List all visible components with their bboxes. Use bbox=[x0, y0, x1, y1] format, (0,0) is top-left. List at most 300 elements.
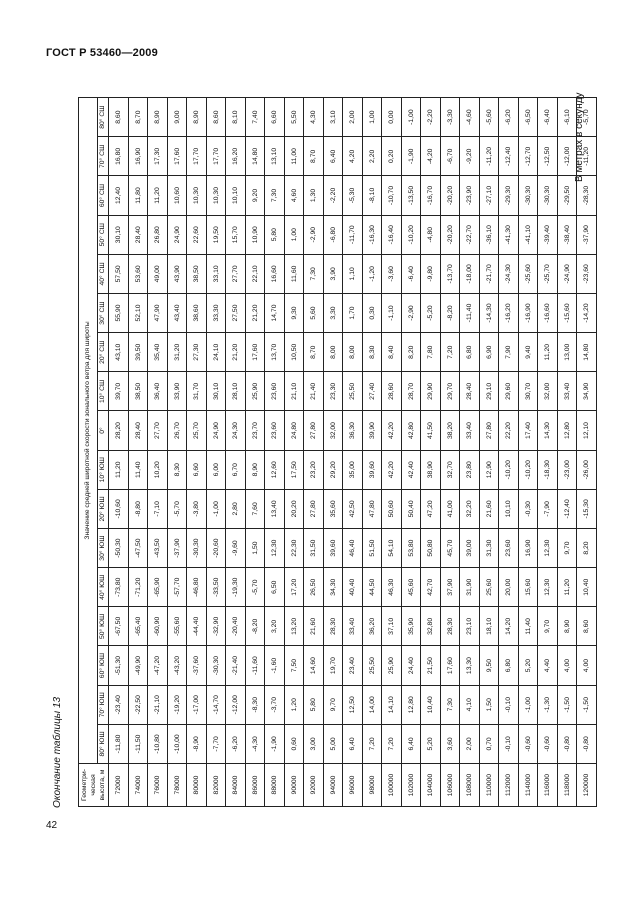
table-cell: 7,40 bbox=[245, 98, 265, 137]
table-cell: 32,00 bbox=[323, 411, 343, 450]
column-header: 50° ЮШ bbox=[98, 607, 109, 646]
table-cell: 24,80 bbox=[284, 411, 304, 450]
table-cell: 6,80 bbox=[460, 333, 480, 372]
column-header: 60° СШ bbox=[98, 176, 109, 215]
table-cell: -11,50 bbox=[128, 724, 148, 763]
table-cell: -8,20 bbox=[245, 607, 265, 646]
table-cell: 32,00 bbox=[538, 372, 558, 411]
table-cell: -21,40 bbox=[226, 646, 246, 685]
table-cell: -11,70 bbox=[343, 215, 363, 254]
table-cell: -30,30 bbox=[518, 176, 538, 215]
table-cell: -16,20 bbox=[499, 293, 519, 332]
table-cell: 28,40 bbox=[128, 411, 148, 450]
table-cell: -1,00 bbox=[401, 98, 421, 137]
table-cell: 25,70 bbox=[187, 411, 207, 450]
table-cell: -6,50 bbox=[518, 98, 538, 137]
table-cell: 34,90 bbox=[577, 372, 597, 411]
table-cell: 18,10 bbox=[479, 607, 499, 646]
table-cell: -36,10 bbox=[479, 215, 499, 254]
table-cell: -2,90 bbox=[401, 293, 421, 332]
table-cell: -23,90 bbox=[460, 176, 480, 215]
table-cell: 7,20 bbox=[362, 724, 382, 763]
column-header: 70° СШ bbox=[98, 137, 109, 176]
column-header-row bbox=[98, 98, 109, 807]
table-cell: 23,70 bbox=[245, 411, 265, 450]
table-cell: 2,00 bbox=[343, 98, 363, 137]
table-cell: 16,90 bbox=[518, 528, 538, 567]
table-row bbox=[499, 98, 519, 807]
table-cell: 33,40 bbox=[557, 372, 577, 411]
table-cell: 57,50 bbox=[109, 254, 129, 293]
table-cell: -1,00 bbox=[206, 489, 226, 528]
table-row bbox=[265, 98, 285, 807]
table-cell: -30,30 bbox=[206, 646, 226, 685]
table-cell: -9,20 bbox=[460, 137, 480, 176]
height-cell: 102000 bbox=[401, 764, 421, 807]
height-cell: 106000 bbox=[440, 764, 460, 807]
table-cell: -16,60 bbox=[538, 293, 558, 332]
table-cell: 14,10 bbox=[382, 685, 402, 724]
table-cell: -5,30 bbox=[343, 176, 363, 215]
table-cell: 19,50 bbox=[206, 215, 226, 254]
table-cell: 9,30 bbox=[284, 293, 304, 332]
table-cell: -22,50 bbox=[128, 685, 148, 724]
table-cell: -50,30 bbox=[109, 528, 129, 567]
table-cell: 10,60 bbox=[167, 176, 187, 215]
table-cell: 38,20 bbox=[440, 411, 460, 450]
table-cell: -0,60 bbox=[538, 724, 558, 763]
table-cell: 23,30 bbox=[323, 372, 343, 411]
table-cell: 45,70 bbox=[440, 528, 460, 567]
table-cell: 6,60 bbox=[187, 450, 207, 489]
table-cell: -29,30 bbox=[499, 176, 519, 215]
table-cell: 4,30 bbox=[304, 98, 324, 137]
table-cell: 12,80 bbox=[557, 411, 577, 450]
height-cell: 120000 bbox=[577, 764, 597, 807]
table-cell: -6,80 bbox=[323, 215, 343, 254]
height-cell: 72000 bbox=[109, 764, 129, 807]
page-number: 42 bbox=[46, 820, 58, 831]
table-cell: 9,70 bbox=[323, 685, 343, 724]
table-cell: -6,40 bbox=[401, 254, 421, 293]
table-cell: 25,50 bbox=[343, 372, 363, 411]
table-cell: 28,30 bbox=[440, 607, 460, 646]
table-cell: -23,60 bbox=[577, 254, 597, 293]
table-cell: 16,80 bbox=[109, 137, 129, 176]
table-cell: 7,30 bbox=[440, 685, 460, 724]
table-cell: 22,30 bbox=[284, 528, 304, 567]
table-cell: 27,50 bbox=[226, 293, 246, 332]
table-cell: 11,00 bbox=[284, 137, 304, 176]
table-cell: 4,60 bbox=[284, 176, 304, 215]
table-cell: 21,20 bbox=[226, 333, 246, 372]
table-cell: 4,20 bbox=[343, 137, 363, 176]
table-cell: 23,60 bbox=[265, 411, 285, 450]
height-cell: 86000 bbox=[245, 764, 265, 807]
column-header: 20° ЮШ bbox=[98, 489, 109, 528]
table-cell: 22,60 bbox=[187, 215, 207, 254]
table-cell: -4,60 bbox=[460, 98, 480, 137]
table-cell: 51,50 bbox=[362, 528, 382, 567]
table-cell: 11,20 bbox=[109, 450, 129, 489]
table-cell: 28,30 bbox=[323, 607, 343, 646]
document-header: ГОСТ Р 53460—2009 bbox=[46, 47, 158, 59]
table-cell: 23,80 bbox=[460, 450, 480, 489]
table-cell: 39,90 bbox=[362, 411, 382, 450]
table-cell: 7,80 bbox=[421, 333, 441, 372]
table-cell: 14,20 bbox=[499, 607, 519, 646]
table-cell: -41,30 bbox=[499, 215, 519, 254]
height-cell: 88000 bbox=[265, 764, 285, 807]
table-cell: 3,60 bbox=[440, 724, 460, 763]
table-row bbox=[421, 98, 441, 807]
column-header: 70° ЮШ bbox=[98, 685, 109, 724]
table-cell: 6,90 bbox=[479, 333, 499, 372]
table-cell: -8,10 bbox=[362, 176, 382, 215]
table-cell: -73,80 bbox=[109, 568, 129, 607]
table-cell: 3,20 bbox=[265, 607, 285, 646]
table-cell: 42,20 bbox=[382, 450, 402, 489]
table-cell: -25,70 bbox=[538, 254, 558, 293]
table-cell: -2,20 bbox=[421, 98, 441, 137]
table-cell: 21,40 bbox=[304, 372, 324, 411]
column-header: 10° ЮШ bbox=[98, 450, 109, 489]
table-cell: -1,50 bbox=[557, 685, 577, 724]
table-cell: 14,30 bbox=[538, 411, 558, 450]
table-cell: 16,20 bbox=[226, 137, 246, 176]
table-cell: 13,00 bbox=[557, 333, 577, 372]
table-cell: 28,60 bbox=[382, 372, 402, 411]
table-cell: 7,60 bbox=[245, 489, 265, 528]
table-row bbox=[440, 98, 460, 807]
table-cell: 4,40 bbox=[538, 646, 558, 685]
table-cell: 17,60 bbox=[245, 333, 265, 372]
table-cell: 8,90 bbox=[245, 450, 265, 489]
table-cell: -2,20 bbox=[323, 176, 343, 215]
table-cell: 24,90 bbox=[206, 411, 226, 450]
table-cell: 14,80 bbox=[245, 137, 265, 176]
table-cell: 13,10 bbox=[265, 137, 285, 176]
table-cell: 10,40 bbox=[577, 568, 597, 607]
table-cell: 13,70 bbox=[265, 333, 285, 372]
table-cell: -20,40 bbox=[226, 607, 246, 646]
table-cell: 8,60 bbox=[577, 607, 597, 646]
table-row bbox=[518, 98, 538, 807]
table-cell: -27,10 bbox=[479, 176, 499, 215]
table-cell: 21,20 bbox=[245, 293, 265, 332]
table-cell: 11,40 bbox=[518, 607, 538, 646]
table-cell: 0,20 bbox=[382, 137, 402, 176]
table-cell: 6,40 bbox=[323, 137, 343, 176]
table-cell: -4,20 bbox=[421, 137, 441, 176]
table-cell: 4,10 bbox=[460, 685, 480, 724]
geometric-height-header: Геометри- ческая высота, м bbox=[79, 764, 109, 807]
table-cell: 33,10 bbox=[206, 254, 226, 293]
table-cell: 5,60 bbox=[304, 293, 324, 332]
table-cell: 8,20 bbox=[401, 333, 421, 372]
table-row bbox=[304, 98, 324, 807]
table-cell: 12,60 bbox=[265, 450, 285, 489]
column-header: 80° ЮШ bbox=[98, 724, 109, 763]
table-cell: -17,00 bbox=[187, 685, 207, 724]
table-cell: 17,40 bbox=[518, 411, 538, 450]
table-row bbox=[284, 98, 304, 807]
table-cell: 9,50 bbox=[479, 646, 499, 685]
table-cell: -67,50 bbox=[109, 607, 129, 646]
table-cell: 33,30 bbox=[206, 293, 226, 332]
table-cell: -16,40 bbox=[382, 215, 402, 254]
table-cell: -1,30 bbox=[538, 685, 558, 724]
table-cell: -9,80 bbox=[421, 254, 441, 293]
table-cell: 38,50 bbox=[187, 254, 207, 293]
table-cell: 14,80 bbox=[577, 333, 597, 372]
table-cell: 6,60 bbox=[265, 98, 285, 137]
table-cell: 8,20 bbox=[577, 528, 597, 567]
height-cell: 100000 bbox=[382, 764, 402, 807]
table-cell: 10,10 bbox=[226, 176, 246, 215]
table-cell: 2,80 bbox=[226, 489, 246, 528]
height-cell: 112000 bbox=[499, 764, 519, 807]
table-title: Значение средней широтной скорости зонального ветра для широты bbox=[79, 98, 98, 764]
table-cell: -8,80 bbox=[128, 489, 148, 528]
height-cell: 92000 bbox=[304, 764, 324, 807]
table-cell: 42,80 bbox=[401, 411, 421, 450]
height-cell: 98000 bbox=[362, 764, 382, 807]
table-row bbox=[323, 98, 343, 807]
table-cell: -23,00 bbox=[557, 450, 577, 489]
table-cell: 31,70 bbox=[187, 372, 207, 411]
table-cell: 46,30 bbox=[382, 568, 402, 607]
table-cell: 10,30 bbox=[206, 176, 226, 215]
table-cell: 15,60 bbox=[518, 568, 538, 607]
table-cell: -12,50 bbox=[538, 137, 558, 176]
table-cell: 25,50 bbox=[362, 646, 382, 685]
table-cell: 20,00 bbox=[499, 568, 519, 607]
table-cell: -4,30 bbox=[245, 724, 265, 763]
table-cell: 4,00 bbox=[577, 646, 597, 685]
table-cell: 32,80 bbox=[421, 607, 441, 646]
table-cell: -3,60 bbox=[382, 254, 402, 293]
table-cell: -4,80 bbox=[421, 215, 441, 254]
table-cell: -13,70 bbox=[440, 254, 460, 293]
table-cell: 5,20 bbox=[421, 724, 441, 763]
table-cell: 17,70 bbox=[206, 137, 226, 176]
table-cell: 24,40 bbox=[401, 646, 421, 685]
table-row bbox=[226, 98, 246, 807]
table-row bbox=[401, 98, 421, 807]
wind-speed-table bbox=[78, 97, 597, 807]
table-cell: 10,40 bbox=[421, 685, 441, 724]
table-cell: 41,00 bbox=[440, 489, 460, 528]
table-cell: 8,70 bbox=[304, 333, 324, 372]
table-cell: 22,20 bbox=[499, 411, 519, 450]
table-cell: 30,70 bbox=[518, 372, 538, 411]
table-cell: 21,60 bbox=[304, 607, 324, 646]
table-cell: -46,80 bbox=[187, 568, 207, 607]
table-cell: 27,40 bbox=[362, 372, 382, 411]
table-cell: 23,40 bbox=[343, 646, 363, 685]
table-cell: -11,60 bbox=[245, 646, 265, 685]
table-cell: 36,30 bbox=[343, 411, 363, 450]
column-header: 20° СШ bbox=[98, 333, 109, 372]
table-cell: -21,70 bbox=[479, 254, 499, 293]
table-cell: 0,00 bbox=[382, 98, 402, 137]
table-cell: -2,90 bbox=[304, 215, 324, 254]
table-cell: 34,30 bbox=[323, 568, 343, 607]
table-body bbox=[109, 98, 597, 807]
table-cell: 9,70 bbox=[538, 607, 558, 646]
table-cell: -37,90 bbox=[577, 215, 597, 254]
table-cell: -19,30 bbox=[226, 568, 246, 607]
table-cell: -13,50 bbox=[401, 176, 421, 215]
table-cell: -43,50 bbox=[148, 528, 168, 567]
table-cell: -12,40 bbox=[499, 137, 519, 176]
table-cell: 0,70 bbox=[479, 724, 499, 763]
table-cell: -47,20 bbox=[148, 646, 168, 685]
table-cell: -20,20 bbox=[440, 215, 460, 254]
table-cell: -51,30 bbox=[109, 646, 129, 685]
table-cell: 53,80 bbox=[401, 528, 421, 567]
table-cell: 8,70 bbox=[128, 98, 148, 137]
column-header: 10° СШ bbox=[98, 372, 109, 411]
table-cell: 30,10 bbox=[109, 215, 129, 254]
table-cell: 26,70 bbox=[167, 411, 187, 450]
table-cell: 45,60 bbox=[401, 568, 421, 607]
table-cell: -16,30 bbox=[362, 215, 382, 254]
table-cell: 28,70 bbox=[401, 372, 421, 411]
table-cell: 13,20 bbox=[284, 607, 304, 646]
table-cell: 31,90 bbox=[460, 568, 480, 607]
table-cell: 23,60 bbox=[499, 528, 519, 567]
table-row bbox=[148, 98, 168, 807]
table-row bbox=[206, 98, 226, 807]
table-cell: 39,50 bbox=[128, 333, 148, 372]
table-cell: -43,20 bbox=[167, 646, 187, 685]
table-cell: 17,30 bbox=[148, 137, 168, 176]
table-cell: -5,70 bbox=[577, 98, 597, 137]
table-cell: 37,90 bbox=[440, 568, 460, 607]
table-cell: 38,50 bbox=[128, 372, 148, 411]
table-cell: 36,20 bbox=[362, 607, 382, 646]
table-cell: 27,70 bbox=[148, 411, 168, 450]
table-cell: 27,70 bbox=[226, 254, 246, 293]
rotated-table-container bbox=[78, 97, 598, 807]
table-cell: -10,70 bbox=[382, 176, 402, 215]
table-cell: 25,90 bbox=[245, 372, 265, 411]
table-cell: -47,50 bbox=[128, 528, 148, 567]
table-cell: 9,40 bbox=[518, 333, 538, 372]
table-cell: -22,70 bbox=[460, 215, 480, 254]
table-cell: 5,20 bbox=[518, 646, 538, 685]
table-cell: 29,10 bbox=[479, 372, 499, 411]
table-cell: 39,60 bbox=[323, 528, 343, 567]
table-cell: 35,60 bbox=[323, 489, 343, 528]
table-cell: 7,20 bbox=[440, 333, 460, 372]
column-header: 40° ЮШ bbox=[98, 568, 109, 607]
table-cell: 43,40 bbox=[167, 293, 187, 332]
table-cell: -1,00 bbox=[518, 685, 538, 724]
table-cell: 6,50 bbox=[265, 568, 285, 607]
table-cell: 1,70 bbox=[343, 293, 363, 332]
table-cell: 12,80 bbox=[401, 685, 421, 724]
table-cell: 12,30 bbox=[538, 528, 558, 567]
table-cell: 17,20 bbox=[284, 568, 304, 607]
table-cell: 8,10 bbox=[226, 98, 246, 137]
table-cell: 53,60 bbox=[128, 254, 148, 293]
table-cell: 47,90 bbox=[148, 293, 168, 332]
table-cell: 1,10 bbox=[343, 254, 363, 293]
height-cell: 108000 bbox=[460, 764, 480, 807]
table-cell: 10,20 bbox=[148, 450, 168, 489]
table-cell: -37,60 bbox=[187, 646, 207, 685]
table-cell: -1,20 bbox=[362, 254, 382, 293]
table-cell: -18,30 bbox=[538, 450, 558, 489]
table-cell: -5,20 bbox=[421, 293, 441, 332]
table-cell: 17,70 bbox=[187, 137, 207, 176]
table-cell: 49,00 bbox=[148, 254, 168, 293]
table-cell: -0,80 bbox=[577, 724, 597, 763]
table-cell: 54,10 bbox=[382, 528, 402, 567]
table-cell: -37,90 bbox=[167, 528, 187, 567]
table-cell: 23,10 bbox=[460, 607, 480, 646]
table-cell: 7,20 bbox=[382, 724, 402, 763]
table-cell: 12,10 bbox=[577, 411, 597, 450]
table-cell: 55,90 bbox=[109, 293, 129, 332]
table-cell: 22,10 bbox=[245, 254, 265, 293]
table-cell: -71,20 bbox=[128, 568, 148, 607]
table-cell: 2,20 bbox=[362, 137, 382, 176]
table-cell: 8,90 bbox=[557, 607, 577, 646]
height-cell: 118000 bbox=[557, 764, 577, 807]
table-cell: 6,40 bbox=[401, 724, 421, 763]
table-cell: 10,10 bbox=[499, 489, 519, 528]
table-cell: 39,70 bbox=[109, 372, 129, 411]
height-cell: 78000 bbox=[167, 764, 187, 807]
table-cell: 3,30 bbox=[323, 293, 343, 332]
table-cell: -6,70 bbox=[440, 137, 460, 176]
table-cell: 35,90 bbox=[401, 607, 421, 646]
table-cell: 28,20 bbox=[109, 411, 129, 450]
table-row bbox=[128, 98, 148, 807]
table-cell: 25,90 bbox=[382, 646, 402, 685]
table-cell: -11,40 bbox=[460, 293, 480, 332]
table-cell: 8,90 bbox=[148, 98, 168, 137]
table-cell: -24,30 bbox=[499, 254, 519, 293]
table-cell: 12,90 bbox=[479, 450, 499, 489]
table-cell: -5,60 bbox=[479, 98, 499, 137]
table-cell: 21,50 bbox=[421, 646, 441, 685]
table-cell: 33,40 bbox=[343, 607, 363, 646]
table-cell: 41,50 bbox=[421, 411, 441, 450]
table-cell: -7,10 bbox=[148, 489, 168, 528]
table-cell: 21,10 bbox=[284, 372, 304, 411]
table-cell: 8,40 bbox=[382, 333, 402, 372]
table-cell: -1,10 bbox=[382, 293, 402, 332]
table-cell: 1,20 bbox=[284, 685, 304, 724]
table-cell: -0,10 bbox=[499, 685, 519, 724]
table-row bbox=[109, 98, 129, 807]
table-cell: 29,90 bbox=[421, 372, 441, 411]
table-cell: 43,10 bbox=[109, 333, 129, 372]
table-cell: -15,30 bbox=[577, 489, 597, 528]
column-header: 0° bbox=[98, 411, 109, 450]
table-cell: 44,50 bbox=[362, 568, 382, 607]
table-cell: 1,50 bbox=[479, 685, 499, 724]
table-cell: -41,10 bbox=[518, 215, 538, 254]
table-row bbox=[557, 98, 577, 807]
table-cell: 50,80 bbox=[421, 528, 441, 567]
column-header: 60° ЮШ bbox=[98, 646, 109, 685]
